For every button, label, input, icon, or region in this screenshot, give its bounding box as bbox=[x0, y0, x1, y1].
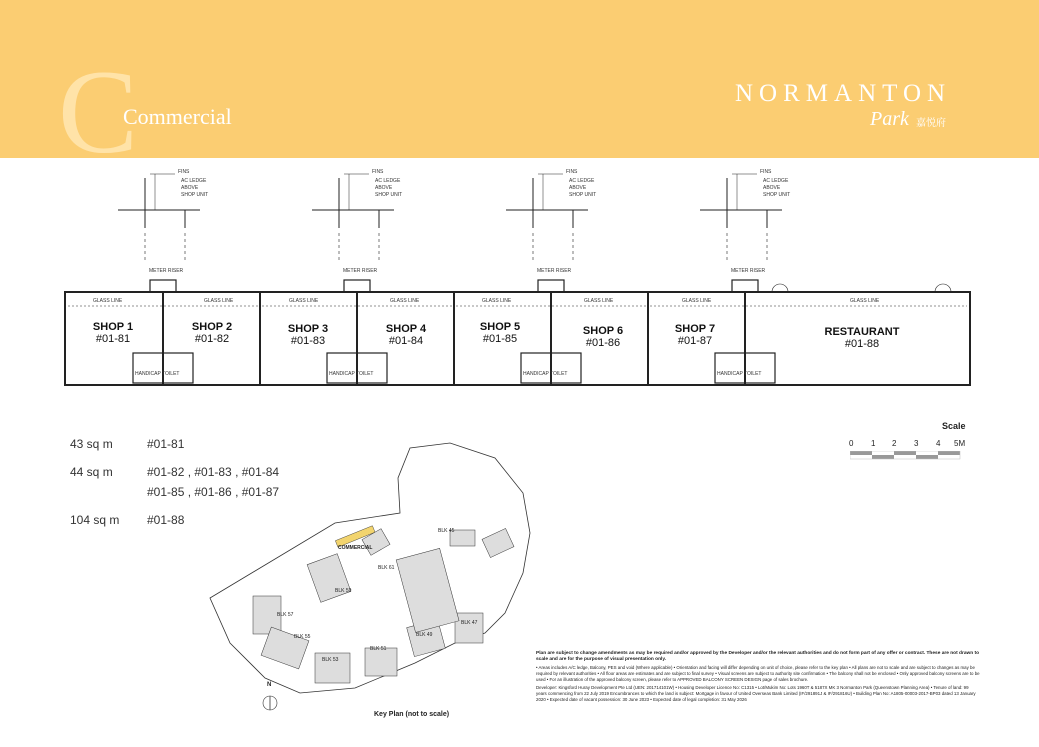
keyplan-commercial-label: COMMERCIAL bbox=[338, 545, 373, 551]
shop-unit-label-1: SHOP UNIT bbox=[181, 192, 209, 198]
blk-label: BLK 61 bbox=[378, 565, 395, 571]
above-label-4: ABOVE bbox=[763, 185, 781, 191]
toilet-label: HANDICAP TOILET bbox=[523, 371, 568, 377]
unit-name-7: SHOP 7 bbox=[674, 323, 716, 335]
unit-number-4: #01-84 bbox=[388, 335, 424, 347]
glass-line-label: GLASS LINE bbox=[482, 298, 512, 304]
unit-number-7: #01-87 bbox=[677, 335, 713, 347]
fins-label-2: FINS bbox=[372, 169, 384, 175]
unit-name-2: SHOP 2 bbox=[191, 321, 233, 333]
shop-unit-label-3: SHOP UNIT bbox=[569, 192, 597, 198]
section-title: Commercial bbox=[123, 104, 232, 129]
fins-label-1: FINS bbox=[178, 169, 190, 175]
above-label-2: ABOVE bbox=[375, 185, 393, 191]
ac-ledge-label-1: AC LEDGE bbox=[181, 178, 207, 184]
fins-label-3: FINS bbox=[566, 169, 578, 175]
unit-number-6: #01-86 bbox=[585, 337, 621, 349]
north-arrow-label: N bbox=[267, 682, 272, 688]
toilet-label: HANDICAP TOILET bbox=[717, 371, 762, 377]
toilet-label: HANDICAP TOILET bbox=[329, 371, 374, 377]
scale-mark: 2 bbox=[892, 439, 897, 448]
glass-line-label: GLASS LINE bbox=[682, 298, 712, 304]
disclaimer-text: Plan are subject to change amendments as may be required and/or approved by the Developer and/or the relevant authorities and do not form part of any offer or contract. These are not drawn to scale and are for the purpose of visual presentation only. bbox=[536, 651, 980, 662]
glass-line-label: GLASS LINE bbox=[289, 298, 319, 304]
unit-name-5: SHOP 5 bbox=[479, 321, 521, 333]
brand-logo: NORMANTON bbox=[735, 80, 952, 107]
glass-line-label: GLASS LINE bbox=[584, 298, 614, 304]
unit-number-8: #01-88 bbox=[844, 338, 880, 350]
meter-riser-label-1: METER RISER bbox=[149, 268, 184, 274]
blk-label: BLK 51 bbox=[370, 646, 387, 652]
ac-ledge-label-4: AC LEDGE bbox=[763, 178, 789, 184]
disclaimer-notes bbox=[536, 651, 980, 705]
ac-ledge-label-2: AC LEDGE bbox=[375, 178, 401, 184]
glass-line-label: GLASS LINE bbox=[204, 298, 234, 304]
scale-mark: 0 bbox=[849, 439, 854, 448]
blk-label: BLK 57 bbox=[277, 612, 294, 618]
blk-label: BLK 45 bbox=[438, 528, 455, 534]
ac-ledge-label-3: AC LEDGE bbox=[569, 178, 595, 184]
blk-label: BLK 55 bbox=[294, 634, 311, 640]
blk-label: BLK 53 bbox=[322, 657, 339, 663]
unit-name-4: SHOP 4 bbox=[385, 323, 427, 335]
unit-number-5: #01-85 bbox=[482, 333, 518, 345]
blk-label: BLK 59 bbox=[335, 588, 352, 594]
scale-bar bbox=[850, 451, 970, 463]
unit-number-1: #01-81 bbox=[95, 333, 131, 345]
fins-label-4: FINS bbox=[760, 169, 772, 175]
floor-plan bbox=[0, 158, 1039, 418]
scale-mark: 5M bbox=[954, 439, 966, 448]
blk-label: BLK 47 bbox=[461, 620, 478, 626]
meter-riser-label-3: METER RISER bbox=[537, 268, 572, 274]
keyplan-caption: Key Plan (not to scale) bbox=[374, 711, 450, 718]
meter-riser-label-4: METER RISER bbox=[731, 268, 766, 274]
header-banner bbox=[0, 0, 1039, 158]
glass-line-label: GLASS LINE bbox=[93, 298, 123, 304]
scale-mark: 3 bbox=[914, 439, 919, 448]
note-text-1: • Areas includes A/C ledge, Balcony, PES and void (Where applicable) • Orientation and facing will differ depending on unit of choice, please refer to the key plan • All plans are not to scale and are subject to changes as may be required by relevant authorities • All floor areas are estimates and are subject to final survey • Visual screens are subject to authority site confirmation • The balcony shall not be enclosed • Only approved balcony screens are to be used • For an illustration of the approved balcony screen, please refer to APPROVED BALCONY SCREEN DESIGN page of sales brochure. bbox=[536, 665, 980, 682]
shop-unit-label-2: SHOP UNIT bbox=[375, 192, 403, 198]
area-size-1: 43 sq m bbox=[70, 437, 113, 451]
blk-label: BLK 49 bbox=[416, 632, 433, 638]
area-units-2b: #01-85 , #01-86 , #01-87 bbox=[147, 485, 280, 499]
brand-logo-cn: 嘉悦府 bbox=[916, 118, 946, 129]
glass-line-label: GLASS LINE bbox=[390, 298, 420, 304]
shop-unit-label-4: SHOP UNIT bbox=[763, 192, 791, 198]
unit-name-6: SHOP 6 bbox=[582, 325, 624, 337]
above-label-1: ABOVE bbox=[181, 185, 199, 191]
unit-name-1: SHOP 1 bbox=[92, 321, 134, 333]
unit-number-3: #01-83 bbox=[290, 335, 326, 347]
area-units-3: #01-88 bbox=[147, 513, 185, 527]
area-size-2: 44 sq m bbox=[70, 465, 113, 479]
area-size-3: 104 sq m bbox=[70, 513, 120, 527]
unit-name-8: RESTAURANT bbox=[824, 326, 900, 338]
unit-number-2: #01-82 bbox=[194, 333, 230, 345]
scale-title: Scale bbox=[942, 421, 966, 431]
section-letter: C bbox=[58, 45, 139, 178]
unit-name-3: SHOP 3 bbox=[287, 323, 329, 335]
brand-logo-sub: Park bbox=[870, 108, 909, 130]
glass-line-label: GLASS LINE bbox=[850, 298, 880, 304]
toilet-label: HANDICAP TOILET bbox=[135, 371, 180, 377]
above-label-3: ABOVE bbox=[569, 185, 587, 191]
meter-riser-label-2: METER RISER bbox=[343, 268, 378, 274]
scale-mark: 1 bbox=[871, 439, 876, 448]
scale-mark: 4 bbox=[936, 439, 941, 448]
area-units-2a: #01-82 , #01-83 , #01-84 bbox=[147, 465, 280, 479]
area-units-1: #01-81 bbox=[147, 437, 185, 451]
key-plan bbox=[205, 438, 535, 713]
note-text-2: Developer: Kingsford Huray Development Pte Ltd (UEN: 201714101W) • Housing Developer Licence No: C1315 • Lot/Mukim No: Lots 1960T & 5187X MK 3 Normanton Park (Queenstown Planning Area) • Tenure of land: 99 years commencing from 22 July 2019 Encumbrances to which the land is subject: Mortgage in favour of United Overseas Bank Limited (IF/291891J & IF/291816U) • Building Plan No: A1805-00003-2017-BP03 dated 13 January 2020 • Expected date of vacant possession: 30 June 2023 • Expected date of legal completion: 31 May 2026 bbox=[536, 685, 976, 702]
